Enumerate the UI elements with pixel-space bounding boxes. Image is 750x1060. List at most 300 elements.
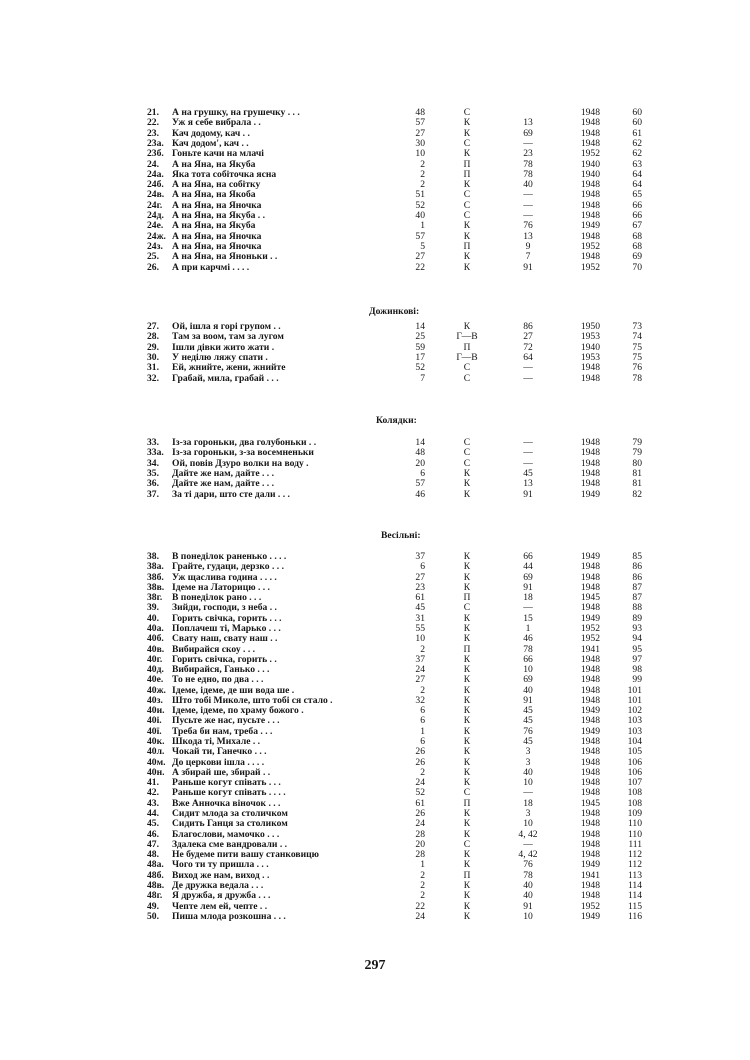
entry-title: Што тобі Миколе, што тобі ся стало . xyxy=(172,694,333,706)
entry-number: 40м. xyxy=(147,756,166,768)
entry-title: Ідеме, ідеме, де ши вода ше . xyxy=(172,684,295,696)
reference-number: 66 xyxy=(523,653,533,665)
page-ref: 97 xyxy=(632,653,642,665)
page-ref: 79 xyxy=(632,437,642,448)
page-ref: 74 xyxy=(632,331,642,343)
village-code: К xyxy=(463,478,471,490)
record-year: 1952 xyxy=(580,900,600,912)
village-code: К xyxy=(463,261,471,273)
entry-title: Гоньте качи на млачі xyxy=(172,148,264,160)
reference-number: — xyxy=(523,137,533,149)
informant-number: 1 xyxy=(420,725,425,737)
village-code: С xyxy=(463,137,471,149)
table-row xyxy=(0,373,750,384)
informant-number: 14 xyxy=(415,437,425,448)
page-ref: 105 xyxy=(627,746,642,758)
entry-number: 24б. xyxy=(147,179,164,191)
entry-title: Горить свічка, горить . . xyxy=(172,653,277,665)
reference-number: 78 xyxy=(523,168,533,180)
table-row xyxy=(0,911,750,922)
entry-number: 40з. xyxy=(147,694,163,706)
page-ref: 108 xyxy=(627,797,642,809)
entry-title: Горить свічка, горить . . . xyxy=(172,612,282,624)
informant-number: 37 xyxy=(415,653,425,665)
reference-number: 23 xyxy=(523,148,533,160)
informant-number: 2 xyxy=(420,879,425,891)
page-ref: 112 xyxy=(627,849,642,861)
entry-number: 49. xyxy=(147,900,159,912)
reference-number: 76 xyxy=(523,220,533,232)
record-year: 1949 xyxy=(580,859,600,871)
village-code: К xyxy=(463,251,471,263)
page-ref: 78 xyxy=(632,372,642,384)
table-row xyxy=(0,262,750,273)
entry-title: Ідеме, ідеме, по храму божого . xyxy=(172,705,304,717)
village-code: П xyxy=(463,341,471,353)
village-code: К xyxy=(463,571,471,583)
entry-number: 38б. xyxy=(147,571,164,583)
reference-number: — xyxy=(523,838,533,850)
reference-number: 1 xyxy=(525,622,531,634)
record-year: 1940 xyxy=(580,158,600,170)
reference-number: 69 xyxy=(523,674,533,686)
record-year: 1949 xyxy=(580,488,600,500)
record-year: 1952 xyxy=(580,240,600,252)
informant-number: 23 xyxy=(415,581,425,593)
entry-number: 40к. xyxy=(147,736,165,748)
informant-number: 14 xyxy=(415,321,425,332)
informant-number: 5 xyxy=(420,240,425,252)
informant-number: 2 xyxy=(420,168,425,180)
page-ref: 87 xyxy=(632,581,642,593)
record-year: 1948 xyxy=(580,179,600,191)
page-ref: 81 xyxy=(632,478,642,490)
informant-number: 2 xyxy=(420,684,425,696)
page-ref: 94 xyxy=(632,633,642,645)
record-year: 1948 xyxy=(580,674,600,686)
informant-number: 28 xyxy=(415,849,425,861)
entry-number: 32. xyxy=(147,372,159,384)
informant-number: 20 xyxy=(415,457,425,469)
reference-number: 66 xyxy=(523,551,533,562)
village-code: К xyxy=(463,694,471,706)
entry-number: 33а. xyxy=(147,447,164,459)
entry-number: 24з. xyxy=(147,240,163,252)
record-year: 1948 xyxy=(580,828,600,840)
entry-title: Раньше когут співать . . . xyxy=(172,777,281,789)
entry-number: 34. xyxy=(147,457,159,469)
page-ref: 60 xyxy=(632,117,642,129)
village-code: П xyxy=(463,797,471,809)
informant-number: 20 xyxy=(415,838,425,850)
entry-number: 38г. xyxy=(147,592,163,604)
entry-number: 25. xyxy=(147,251,159,263)
record-year: 1948 xyxy=(580,808,600,819)
village-code: К xyxy=(463,117,471,129)
page-ref: 68 xyxy=(632,240,642,252)
entry-title: А на грушку, на грушечку . . . xyxy=(172,107,300,118)
record-year: 1948 xyxy=(580,890,600,902)
informant-number: 57 xyxy=(415,230,425,242)
informant-number: 55 xyxy=(415,622,425,634)
entry-number: 24г. xyxy=(147,199,163,211)
reference-number: 91 xyxy=(523,261,533,273)
informant-number: 31 xyxy=(415,612,425,624)
page-ref: 87 xyxy=(632,592,642,604)
entry-title: У неділю ляжу спати . xyxy=(172,351,268,363)
reference-number: 45 xyxy=(523,736,533,748)
entry-number: 29. xyxy=(147,341,159,353)
page-ref: 61 xyxy=(632,127,642,139)
page-ref: 114 xyxy=(627,879,642,891)
reference-number: 18 xyxy=(523,592,533,604)
informant-number: 48 xyxy=(415,447,425,459)
reference-number: 78 xyxy=(523,643,533,655)
record-year: 1948 xyxy=(580,715,600,727)
village-code: К xyxy=(463,664,471,676)
village-code: К xyxy=(463,766,471,778)
page-ref: 85 xyxy=(632,551,642,562)
entry-title: Вже Анночка віночок . . . xyxy=(172,797,281,809)
record-year: 1948 xyxy=(580,664,600,676)
informant-number: 22 xyxy=(415,261,425,273)
entry-title: А на Яна, на Яночка xyxy=(172,199,262,211)
page-ref: 106 xyxy=(627,756,642,768)
village-code: К xyxy=(463,674,471,686)
page-ref: 116 xyxy=(627,910,642,922)
village-code: К xyxy=(463,633,471,645)
entry-title: Вибирайся, Ганько . . . xyxy=(172,664,270,676)
informant-number: 27 xyxy=(415,674,425,686)
village-code: П xyxy=(463,158,471,170)
section-heading: Колядки: xyxy=(376,415,417,426)
village-code: С xyxy=(463,107,471,118)
village-code: П xyxy=(463,240,471,252)
entry-title: Ішли дівки жито жати . xyxy=(172,341,275,353)
page-ref: 102 xyxy=(627,705,642,717)
record-year: 1948 xyxy=(580,777,600,789)
record-year: 1949 xyxy=(580,551,600,562)
page-ref: 66 xyxy=(632,210,642,221)
entry-number: 40и. xyxy=(147,705,165,717)
reference-number: 3 xyxy=(525,746,531,758)
entry-number: 40ї. xyxy=(147,725,162,737)
reference-number: — xyxy=(523,189,533,201)
reference-number: 3 xyxy=(525,756,531,768)
village-code: К xyxy=(463,622,471,634)
reference-number: 78 xyxy=(523,158,533,170)
record-year: 1953 xyxy=(580,351,600,363)
village-code: К xyxy=(463,179,471,191)
page-ref: 80 xyxy=(632,457,642,469)
entry-number: 24в. xyxy=(147,189,165,201)
informant-number: 27 xyxy=(415,127,425,139)
informant-number: 59 xyxy=(415,341,425,353)
informant-number: 27 xyxy=(415,571,425,583)
village-code: К xyxy=(463,230,471,242)
reference-number: 91 xyxy=(523,694,533,706)
informant-number: 10 xyxy=(415,633,425,645)
entry-title: Ей, жнийте, жени, жнийте xyxy=(172,362,286,374)
record-year: 1948 xyxy=(580,561,600,573)
informant-number: 37 xyxy=(415,551,425,562)
entry-title: Свату наш, свату наш . . xyxy=(172,633,278,645)
entry-title: Яка тота собіточка ясна xyxy=(172,168,277,180)
record-year: 1948 xyxy=(580,437,600,448)
village-code: К xyxy=(463,859,471,871)
village-code: С xyxy=(463,362,471,374)
entry-title: А на Яна, на Яночка xyxy=(172,230,262,242)
informant-number: 52 xyxy=(415,362,425,374)
entry-number: 37. xyxy=(147,488,159,500)
record-year: 1948 xyxy=(580,362,600,374)
village-code: С xyxy=(463,787,471,799)
village-code: К xyxy=(463,725,471,737)
page-ref: 106 xyxy=(627,766,642,778)
reference-number: 40 xyxy=(523,179,533,191)
informant-number: 45 xyxy=(415,602,425,614)
village-code: П xyxy=(463,168,471,180)
reference-number: 13 xyxy=(523,478,533,490)
record-year: 1948 xyxy=(580,787,600,799)
reference-number: 10 xyxy=(523,777,533,789)
record-year: 1949 xyxy=(580,612,600,624)
reference-number: 78 xyxy=(523,869,533,881)
record-year: 1948 xyxy=(580,210,600,221)
village-code: К xyxy=(463,148,471,160)
entry-number: 50. xyxy=(147,910,159,922)
village-code: К xyxy=(463,561,471,573)
entry-title: А на Яна, на собітку xyxy=(172,179,261,191)
entry-number: 47. xyxy=(147,838,159,850)
record-year: 1941 xyxy=(580,643,600,655)
entry-number: 23а. xyxy=(147,137,164,149)
entry-title: А на Яна, на Якуба . . xyxy=(172,210,266,221)
reference-number: 72 xyxy=(523,341,533,353)
entry-number: 45. xyxy=(147,818,159,830)
entry-title: Пиша млода розкошна . . . xyxy=(172,910,286,922)
page-ref: 101 xyxy=(627,694,642,706)
record-year: 1949 xyxy=(580,220,600,232)
reference-number: 45 xyxy=(523,705,533,717)
reference-number: 69 xyxy=(523,127,533,139)
entry-title: Чого ти ту пришла . . . xyxy=(172,859,269,871)
entry-title: Ой, ішла я горі групом . . xyxy=(172,321,281,332)
page-ref: 82 xyxy=(632,488,642,500)
record-year: 1945 xyxy=(580,797,600,809)
entry-number: 40д. xyxy=(147,664,164,676)
entry-number: 40б. xyxy=(147,633,164,645)
entry-number: 40г. xyxy=(147,653,163,665)
reference-number: 18 xyxy=(523,797,533,809)
village-code: С xyxy=(463,199,471,211)
record-year: 1948 xyxy=(580,189,600,201)
section-heading: Дожинкові: xyxy=(369,306,420,317)
village-code: К xyxy=(463,581,471,593)
village-code: С xyxy=(463,372,471,384)
informant-number: 1 xyxy=(420,220,425,232)
informant-number: 28 xyxy=(415,828,425,840)
entry-number: 38в. xyxy=(147,581,165,593)
record-year: 1948 xyxy=(580,653,600,665)
village-code: К xyxy=(463,488,471,500)
record-year: 1948 xyxy=(580,879,600,891)
entry-title: Вибирайся скоу . . . xyxy=(172,643,256,655)
reference-number: 64 xyxy=(523,351,533,363)
record-year: 1949 xyxy=(580,725,600,737)
record-year: 1948 xyxy=(580,756,600,768)
entry-number: 48а. xyxy=(147,859,164,871)
informant-number: 2 xyxy=(420,890,425,902)
entry-number: 40н. xyxy=(147,766,165,778)
informant-number: 6 xyxy=(420,736,425,748)
reference-number: — xyxy=(523,210,533,221)
entry-title: Я дружба, я дружба . . . xyxy=(172,890,271,902)
village-code: П xyxy=(463,869,471,881)
page-ref: 115 xyxy=(627,900,642,912)
entry-number: 30. xyxy=(147,351,159,363)
entry-number: 24е. xyxy=(147,220,164,232)
village-code: К xyxy=(463,551,471,562)
reference-number: 46 xyxy=(523,633,533,645)
record-year: 1948 xyxy=(580,736,600,748)
record-year: 1948 xyxy=(580,199,600,211)
reference-number: — xyxy=(523,447,533,459)
entry-number: 48. xyxy=(147,849,159,861)
entry-title: Ідеме на Латорицю . . . xyxy=(172,581,270,593)
entry-number: 38а. xyxy=(147,561,164,573)
reference-number: — xyxy=(523,602,533,614)
entry-number: 38. xyxy=(147,551,159,562)
village-code: К xyxy=(463,808,471,819)
entry-number: 23б. xyxy=(147,148,164,160)
entry-title: Зийди, господи, з неба . . xyxy=(172,602,277,614)
reference-number: 10 xyxy=(523,910,533,922)
village-code: К xyxy=(463,756,471,768)
record-year: 1948 xyxy=(580,694,600,706)
village-code: С xyxy=(463,457,471,469)
informant-number: 6 xyxy=(420,715,425,727)
reference-number: 40 xyxy=(523,879,533,891)
informant-number: 27 xyxy=(415,251,425,263)
village-code: П xyxy=(463,643,471,655)
reference-number: — xyxy=(523,437,533,448)
entry-number: 35. xyxy=(147,467,159,479)
informant-number: 2 xyxy=(420,766,425,778)
reference-number: 91 xyxy=(523,581,533,593)
reference-number: 15 xyxy=(523,612,533,624)
record-year: 1948 xyxy=(580,230,600,242)
informant-number: 26 xyxy=(415,808,425,819)
entry-number: 44. xyxy=(147,808,159,819)
page-ref: 63 xyxy=(632,158,642,170)
record-year: 1948 xyxy=(580,838,600,850)
village-code: К xyxy=(463,849,471,861)
entry-number: 40і. xyxy=(147,715,162,727)
entry-title: А на Яна, на Яночка xyxy=(172,240,262,252)
entry-title: Шкода ті, Михале . . xyxy=(172,736,261,748)
village-code: С xyxy=(463,189,471,201)
informant-number: 61 xyxy=(415,592,425,604)
entry-title: Із-за гороньки, з-за восемненьки xyxy=(172,447,314,459)
informant-number: 32 xyxy=(415,694,425,706)
entry-title: Не будеме пити вашу станковицю xyxy=(172,849,319,861)
village-code: К xyxy=(463,220,471,232)
entry-title: Уж щаслива година . . . . xyxy=(172,571,277,583)
entry-number: 40а. xyxy=(147,622,164,634)
village-code: С xyxy=(463,210,471,221)
informant-number: 57 xyxy=(415,117,425,129)
entry-title: А на Яна, на Якоба xyxy=(172,189,256,201)
entry-number: 48г. xyxy=(147,890,163,902)
entry-number: 24ж. xyxy=(147,230,166,242)
table-row xyxy=(0,489,750,500)
record-year: 1949 xyxy=(580,705,600,717)
reference-number: 4, 42 xyxy=(518,849,538,861)
entry-number: 36. xyxy=(147,478,159,490)
entry-number: 40в. xyxy=(147,643,165,655)
entry-title: Чепте лем ей, чепте . . xyxy=(172,900,268,912)
page-ref: 75 xyxy=(632,351,642,363)
record-year: 1948 xyxy=(580,117,600,129)
village-code: К xyxy=(463,715,471,727)
record-year: 1952 xyxy=(580,148,600,160)
entry-title: Де дружка ведала . . . xyxy=(172,879,264,891)
entry-title: Дайте же нам, дайте . . . xyxy=(172,467,274,479)
entry-title: До церкови ішла . . . . xyxy=(172,756,265,768)
informant-number: 6 xyxy=(420,705,425,717)
informant-number: 40 xyxy=(415,210,425,221)
entry-title: Ой, повів Дзурo волки на воду . xyxy=(172,457,309,469)
entry-number: 43. xyxy=(147,797,159,809)
entry-number: 28. xyxy=(147,331,159,343)
village-code: Г—В xyxy=(456,331,478,343)
page-ref: 86 xyxy=(632,571,642,583)
section-heading: Весільні: xyxy=(381,530,421,541)
village-code: К xyxy=(463,467,471,479)
informant-number: 2 xyxy=(420,158,425,170)
page-ref: 79 xyxy=(632,447,642,459)
informant-number: 52 xyxy=(415,199,425,211)
entry-title: А збирай ше, збирай . . xyxy=(172,766,271,778)
record-year: 1948 xyxy=(580,127,600,139)
reference-number: 13 xyxy=(523,230,533,242)
entry-title: Виход же нам, виход . . xyxy=(172,869,270,881)
reference-number: 4, 42 xyxy=(518,828,538,840)
informant-number: 26 xyxy=(415,756,425,768)
village-code: С xyxy=(463,602,471,614)
entry-number: 48в. xyxy=(147,879,165,891)
page-ref: 81 xyxy=(632,467,642,479)
village-code: К xyxy=(463,612,471,624)
entry-title: Треба би нам, треба . . . xyxy=(172,725,273,737)
record-year: 1948 xyxy=(580,746,600,758)
record-year: 1948 xyxy=(580,372,600,384)
record-year: 1945 xyxy=(580,592,600,604)
entry-title: А на Яна, на Яноньки . . xyxy=(172,251,278,263)
reference-number: 76 xyxy=(523,725,533,737)
page-ref: 70 xyxy=(632,261,642,273)
reference-number: 13 xyxy=(523,117,533,129)
reference-number: 86 xyxy=(523,321,533,332)
page-ref: 68 xyxy=(632,230,642,242)
village-code: К xyxy=(463,890,471,902)
record-year: 1948 xyxy=(580,684,600,696)
record-year: 1953 xyxy=(580,331,600,343)
record-year: 1940 xyxy=(580,341,600,353)
entry-title: В понеділок рано . . . xyxy=(172,592,262,604)
page-ref: 104 xyxy=(627,736,642,748)
